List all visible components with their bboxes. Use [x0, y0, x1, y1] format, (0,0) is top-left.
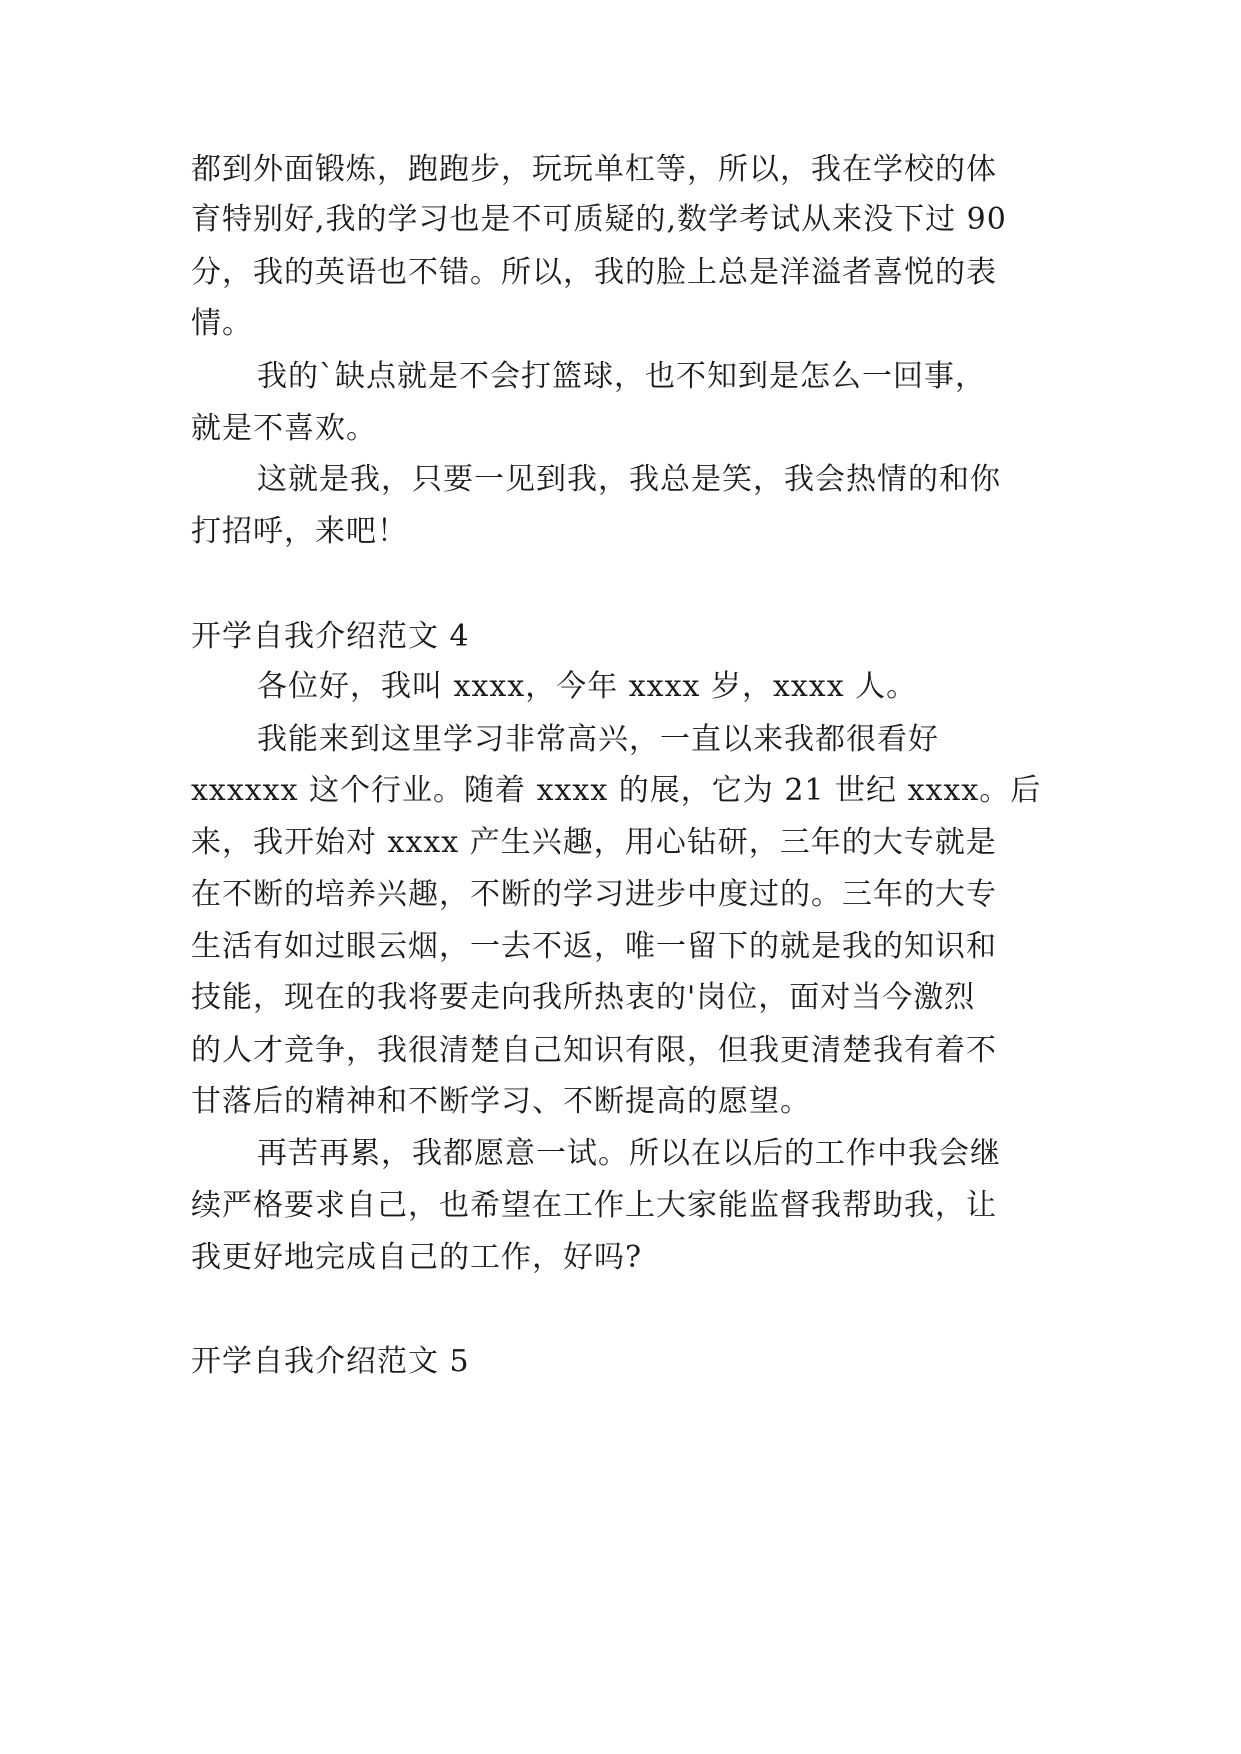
paragraph-line: 的人才竞争，我很清楚自己知识有限，但我更清楚我有着不: [191, 1033, 997, 1068]
paragraph-line: 这就是我，只要一见到我，我总是笑，我会热情的和你: [257, 462, 1001, 497]
paragraph-line: 续严格要求自己，也希望在工作上大家能监督我帮助我，让: [191, 1188, 997, 1223]
section-heading: 开学自我介绍范文 4: [191, 619, 470, 654]
paragraph-line: 分，我的英语也不错。所以，我的脸上总是洋溢者喜悦的表: [191, 255, 997, 290]
paragraph-line: 我更好地完成自己的工作，好吗?: [191, 1240, 643, 1275]
paragraph-line: 来，我开始对 xxxx 产生兴趣，用心钻研，三年的大专就是: [191, 825, 997, 860]
paragraph-line: 我的`缺点就是不会打篮球，也不知到是怎么一回事，: [257, 359, 986, 394]
paragraph-line: 就是不喜欢。: [191, 411, 377, 446]
paragraph-line: 我能来到这里学习非常高兴，一直以来我都很看好: [257, 722, 939, 757]
paragraph-line: 在不断的培养兴趣，不断的学习进步中度过的。三年的大专: [191, 877, 997, 912]
paragraph-line: 甘落后的精神和不断学习、不断提高的愿望。: [191, 1084, 811, 1119]
paragraph-line: 都到外面锻炼，跑跑步，玩玩单杠等，所以，我在学校的体: [191, 152, 997, 187]
paragraph-line: 情。: [191, 306, 253, 341]
paragraph-line: 生活有如过眼云烟，一去不返，唯一留下的就是我的知识和: [191, 929, 997, 964]
paragraph-line: 育特别好,我的学习也是不可质疑的,数学考试从来没下过 90: [191, 202, 1007, 237]
paragraph-line: 打招呼，来吧！: [191, 514, 408, 549]
paragraph-line: 再苦再累，我都愿意一试。所以在以后的工作中我会继: [257, 1136, 1001, 1171]
paragraph-line: 技能，现在的我将要走向我所热衷的'岗位，面对当今激烈: [191, 980, 976, 1015]
paragraph-line: xxxxxx 这个行业。随着 xxxx 的展，它为 21 世纪 xxxx。后: [191, 773, 1042, 808]
paragraph-line: 各位好，我叫 xxxx，今年 xxxx 岁，xxxx 人。: [257, 669, 918, 704]
section-heading: 开学自我介绍范文 5: [191, 1344, 470, 1379]
